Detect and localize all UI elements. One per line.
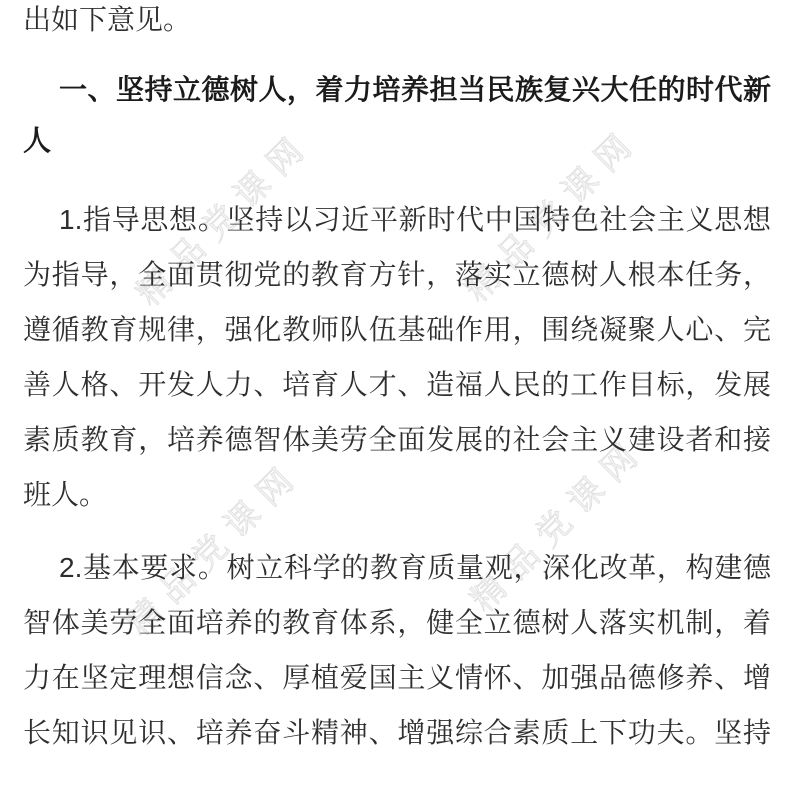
intro-continuation-text: 出如下意见。: [23, 4, 192, 35]
watermark-text: 精品党课网: [463, 429, 654, 620]
watermark-text: 精品党课网: [457, 119, 648, 310]
section-heading: 一、坚持立德树人，着力培养担当民族复兴大任的时代新人: [23, 74, 771, 156]
paragraph-guiding-ideology: 1.指导思想。坚持以习近平新时代中国特色社会主义思想为指导，全面贯彻党的教育方针，落实立德树人根本任务，遵循教育规律，强化教师队伍基础作用，围绕凝聚人心、完善人格、开发人力、培育人才、造福人民的工作目标，发展素质教育，培养德智体美劳全面发展的社会主义建设者和接班人。: [23, 204, 771, 510]
paragraph-basic-requirements: 2.基本要求。树立科学的教育质量观，深化改革，构建德智体美劳全面培养的教育体系，健全立德树人落实机制，着力在坚定理想信念、厚植爱国主义情怀、加强品德修养、增长知识见识、培养奋斗精神、增强综合素质上下功夫。坚持: [23, 552, 771, 748]
watermark-text: 精品党课网: [129, 123, 320, 314]
watermark-text: 精品党课网: [119, 453, 310, 644]
page-content: [23, 0, 771, 760]
